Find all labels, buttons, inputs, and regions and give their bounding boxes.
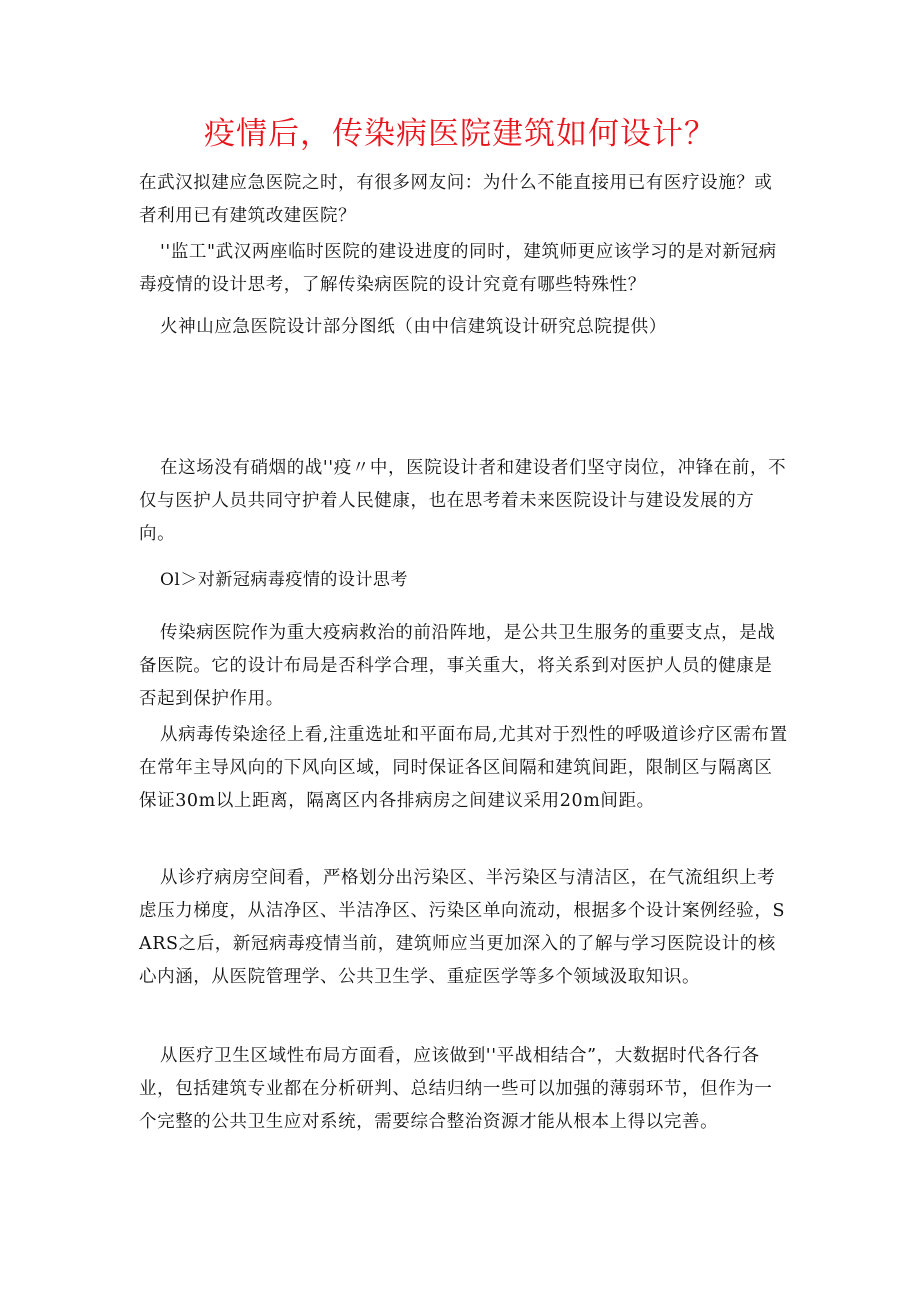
- body-paragraph-4: 从诊疗病房空间看，严格划分出污染区、半污染区与清洁区，在气流组织上考虑压力梯度，从洁净区、半洁净区、污染区单向流动，根据多个设计案例经验，SARS之后，新冠病毒疫情当前，建筑师应当更加深入的了解与学习医院设计的核心内涵，从医院管理学、公共卫生学、重症医学等多个领域汲取知识。: [139, 868, 786, 987]
- article-title: 疫情后，传染病医院建筑如何设计？: [204, 116, 716, 152]
- intro-paragraph-2: ''监工"武汉两座临时医院的建设进度的同时，建筑师更应该学习的是对新冠病毒疫情的设计思考，了解传染病医院的设计究竟有哪些特殊性？: [139, 242, 777, 295]
- figure-caption: 火神山应急医院设计部分图纸（由中信建筑设计研究总院提供）: [160, 317, 667, 337]
- body-paragraph-5: 从医疗卫生区域性布局方面看，应该做到''平战相结合”，大数据时代各行各业，包括建筑专业都在分析研判、总结归纳一些可以加强的薄弱环节，但作为一个完整的公共卫生应对系统，需要综合整治资源才能从根本上得以完善。: [139, 1046, 773, 1132]
- body-paragraph-2: 传染病医院作为重大疫病救治的前沿阵地，是公共卫生服务的重要支点，是战备医院。它的设计布局是否科学合理，事关重大，将关系到对医护人员的健康是否起到保护作用。: [139, 623, 776, 709]
- intro-paragraph-1: 在武汉拟建应急医院之时，有很多网友问：为什么不能直接用已有医疗设施？或者利用已有建筑改建医院？: [139, 173, 773, 226]
- body-paragraph-1: 在这场没有硝烟的战''疫〃中，医院设计者和建设者们坚守岗位，冲锋在前，不仅与医护人员共同守护着人民健康，也在思考着未来医院设计与建设发展的方向。: [139, 458, 787, 544]
- body-paragraph-3: 从病毒传染途径上看,注重选址和平面布局,尤其对于烈性的呼吸道诊疗区需布置在常年主导风向的下风向区域，同时保证各区间隔和建筑间距，限制区与隔离区保证30m以上距离，隔离区内各排病房之间建议采用20m间距。: [139, 725, 788, 811]
- section-heading: Ol＞对新冠病毒疫情的设计思考: [160, 570, 408, 590]
